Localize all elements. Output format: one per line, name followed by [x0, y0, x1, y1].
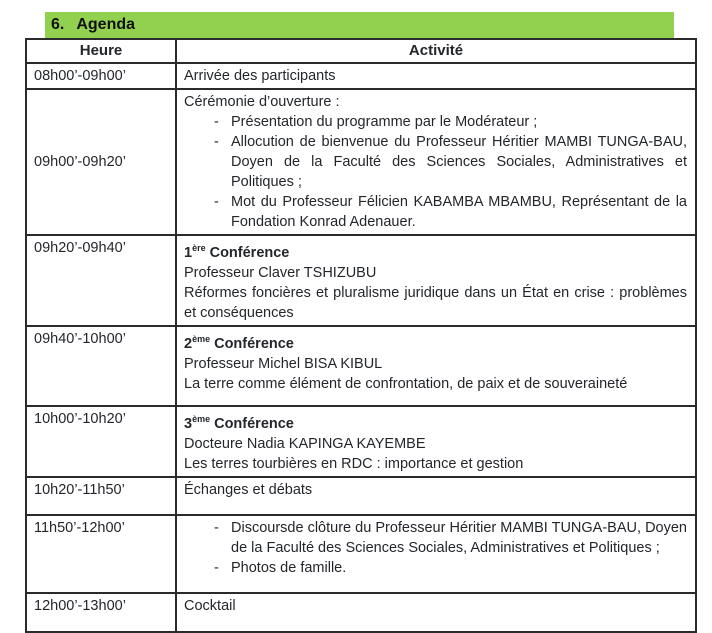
table-row	[26, 63, 696, 89]
bullet-item	[184, 192, 687, 232]
activity-text: Échanges et débats	[184, 481, 313, 498]
agenda-table	[25, 38, 697, 633]
bullet-item	[184, 132, 687, 192]
table-row	[26, 89, 696, 235]
activity-cell	[176, 593, 696, 632]
bullet-item	[184, 558, 687, 578]
section-title: Agenda	[76, 16, 136, 33]
table-row	[26, 406, 696, 477]
column-header-heure: Heure	[26, 39, 176, 63]
speaker-name: Docteure Nadia KAPINGA KAYEMBE	[184, 435, 426, 452]
table-row	[26, 326, 696, 406]
conference-topic: Réformes foncières et pluralisme juridique dans un État en crise : problèmes et conséquences	[184, 284, 687, 321]
conference-title	[184, 409, 687, 434]
activity-cell	[176, 406, 696, 477]
conference-number: 1	[184, 244, 193, 261]
section-number: 6.	[51, 16, 65, 33]
bullet-text: Mot du Professeur Félicien KABAMBA MBAMBU, Représentant de la Fondation Konrad Adenauer.	[231, 194, 687, 230]
ordinal-suffix: ème	[192, 333, 211, 344]
conference-topic: Les terres tourbières en RDC : importance et gestion	[184, 455, 524, 472]
speaker-name: Professeur Claver TSHIZUBU	[184, 264, 377, 281]
table-row	[26, 593, 696, 632]
activity-intro: Cérémonie d’ouverture :	[184, 94, 340, 110]
bullet-text: Photos de famille.	[231, 559, 347, 576]
dash-bullet: -	[214, 114, 219, 130]
bullet-text: Allocution de bienvenue du Professeur Héritier MAMBI TUNGA-BAU, Doyen de la Faculté des Sciences Sociales, Administratives et Politiques ;	[231, 134, 687, 190]
ordinal-suffix: ère	[192, 243, 206, 253]
activity-cell	[176, 235, 696, 326]
activity-cell	[176, 326, 696, 406]
time-cell: 08h00’-09h00’	[26, 63, 176, 89]
table-row	[26, 515, 696, 593]
bullet-text: Présentation du programme par le Modérateur ;	[231, 114, 538, 130]
bullet-text: Discoursde clôture du Professeur Héritier MAMBI TUNGA-BAU, Doyen de la Faculté des Sciences Sociales, Administratives et Politiques ;	[231, 519, 687, 556]
table-row	[26, 477, 696, 515]
dash-bullet: -	[214, 134, 219, 150]
activity-text: Cocktail	[184, 597, 236, 614]
activity-cell	[176, 89, 696, 235]
dash-bullet: -	[214, 194, 219, 210]
time-cell: 09h40’-10h00’	[26, 326, 176, 406]
time-cell: 10h00’-10h20’	[26, 406, 176, 477]
table-row	[26, 235, 696, 326]
time-cell: 11h50’-12h00’	[26, 515, 176, 593]
time-cell: 09h20’-09h40’	[26, 235, 176, 326]
section-heading	[45, 12, 674, 38]
conference-label: Conférence	[214, 415, 294, 432]
conference-title	[184, 238, 687, 263]
conference-number: 2	[184, 335, 193, 352]
bullet-item	[184, 518, 687, 558]
activity-cell	[176, 63, 696, 89]
speaker-name: Professeur Michel BISA KIBUL	[184, 355, 383, 372]
column-header-activite: Activité	[176, 39, 696, 63]
time-cell: 09h00’-09h20’	[26, 89, 176, 235]
dash-bullet: -	[214, 559, 219, 576]
time-cell: 10h20’-11h50’	[26, 477, 176, 515]
time-cell: 12h00’-13h00’	[26, 593, 176, 632]
conference-title	[184, 329, 687, 354]
bullet-item	[184, 112, 687, 132]
header-row	[26, 39, 696, 63]
activity-cell	[176, 477, 696, 515]
conference-label: Conférence	[209, 244, 290, 261]
ordinal-suffix: ème	[192, 413, 211, 424]
dash-bullet: -	[214, 519, 219, 536]
activity-text: Arrivée des participants	[184, 68, 336, 84]
conference-topic: La terre comme élément de confrontation, de paix et de souveraineté	[184, 375, 628, 392]
activity-cell	[176, 515, 696, 593]
conference-label: Conférence	[214, 335, 294, 352]
conference-number: 3	[184, 415, 193, 432]
